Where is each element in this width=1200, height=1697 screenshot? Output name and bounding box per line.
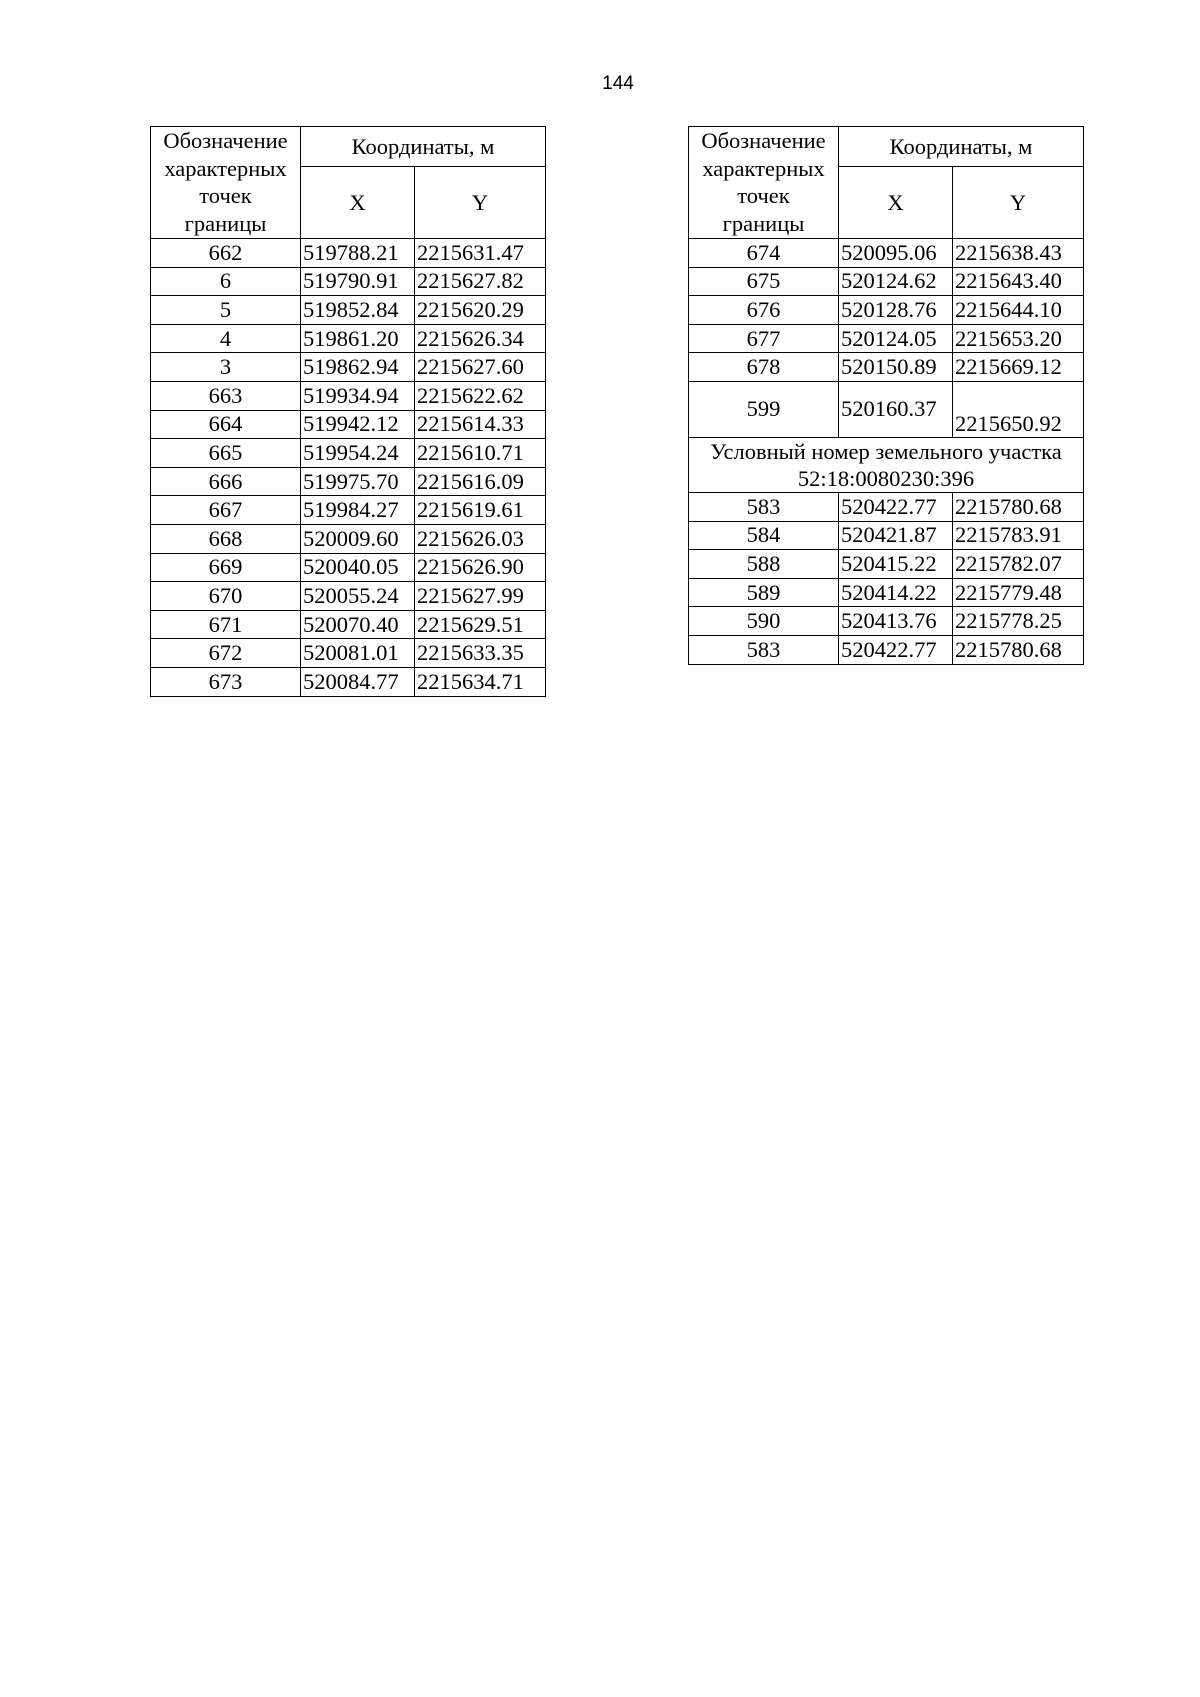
section-row	[689, 437, 1084, 492]
table-row	[689, 578, 1084, 607]
x-cell: 520150.89	[839, 353, 953, 382]
header-coordinates: Координаты, м	[839, 127, 1084, 167]
y-cell: 2215638.43	[953, 239, 1084, 268]
header-designation	[689, 127, 839, 239]
point-cell: 666	[151, 467, 301, 496]
table-row	[689, 607, 1084, 636]
table-row	[151, 553, 546, 582]
table-row	[151, 381, 546, 410]
y-cell: 2215627.60	[415, 353, 546, 382]
y-cell: 2215627.99	[415, 582, 546, 611]
y-cell: 2215633.35	[415, 639, 546, 668]
table-row	[151, 267, 546, 296]
x-cell: 520415.22	[839, 550, 953, 579]
header-designation-line: характерных	[164, 155, 287, 181]
point-cell: 583	[689, 492, 839, 521]
table-row	[151, 524, 546, 553]
point-cell: 667	[151, 496, 301, 525]
table-row	[151, 410, 546, 439]
y-cell: 2215644.10	[953, 296, 1084, 325]
table-row	[151, 667, 546, 696]
y-cell: 2215650.92	[953, 381, 1084, 437]
x-cell: 520055.24	[301, 582, 415, 611]
x-cell: 519942.12	[301, 410, 415, 439]
header-coordinates: Координаты, м	[301, 127, 546, 167]
x-cell: 520084.77	[301, 667, 415, 696]
y-cell: 2215634.71	[415, 667, 546, 696]
x-cell: 520422.77	[839, 635, 953, 664]
right-table-body	[689, 239, 1084, 665]
header-designation	[151, 127, 301, 239]
x-cell: 520009.60	[301, 524, 415, 553]
point-cell: 675	[689, 267, 839, 296]
header-x: X	[839, 167, 953, 239]
y-cell: 2215626.34	[415, 324, 546, 353]
point-cell: 599	[689, 381, 839, 437]
point-cell: 663	[151, 381, 301, 410]
y-cell: 2215610.71	[415, 439, 546, 468]
header-designation-line: точек	[199, 183, 252, 208]
x-cell: 519984.27	[301, 496, 415, 525]
y-cell: 2215669.12	[953, 353, 1084, 382]
x-cell: 520422.77	[839, 492, 953, 521]
x-cell: 520128.76	[839, 296, 953, 325]
header-designation-line: характерных	[702, 155, 825, 181]
page-number: 144	[602, 73, 634, 94]
table-row	[151, 353, 546, 382]
header-designation-line: точек	[737, 183, 790, 208]
x-cell: 520421.87	[839, 521, 953, 550]
y-cell: 2215626.03	[415, 524, 546, 553]
point-cell: 584	[689, 521, 839, 550]
x-cell: 519790.91	[301, 267, 415, 296]
table-row	[151, 639, 546, 668]
point-cell: 583	[689, 635, 839, 664]
table-row	[689, 550, 1084, 579]
y-cell: 2215783.91	[953, 521, 1084, 550]
x-cell: 520124.05	[839, 324, 953, 353]
x-cell: 520040.05	[301, 553, 415, 582]
point-cell: 662	[151, 239, 301, 268]
point-cell: 678	[689, 353, 839, 382]
header-y: Y	[953, 167, 1084, 239]
y-cell: 2215616.09	[415, 467, 546, 496]
y-cell: 2215778.25	[953, 607, 1084, 636]
x-cell: 519934.94	[301, 381, 415, 410]
point-cell: 6	[151, 267, 301, 296]
y-cell: 2215614.33	[415, 410, 546, 439]
x-cell: 519852.84	[301, 296, 415, 325]
x-cell: 519861.20	[301, 324, 415, 353]
y-cell: 2215626.90	[415, 553, 546, 582]
point-cell: 3	[151, 353, 301, 382]
table-row	[689, 521, 1084, 550]
table-row	[689, 296, 1084, 325]
table-row	[689, 267, 1084, 296]
table-row	[151, 467, 546, 496]
header-x: X	[301, 167, 415, 239]
table-row	[151, 582, 546, 611]
point-cell: 670	[151, 582, 301, 611]
point-cell: 677	[689, 324, 839, 353]
x-cell: 519862.94	[301, 353, 415, 382]
x-cell: 519975.70	[301, 467, 415, 496]
table-row	[151, 324, 546, 353]
left-table-body	[151, 239, 546, 697]
table-row	[151, 496, 546, 525]
table-row	[151, 439, 546, 468]
point-cell: 669	[151, 553, 301, 582]
point-cell: 671	[151, 610, 301, 639]
point-cell: 590	[689, 607, 839, 636]
header-designation-line: Обозначение	[163, 128, 288, 153]
x-cell: 520414.22	[839, 578, 953, 607]
table-row	[689, 492, 1084, 521]
point-cell: 589	[689, 578, 839, 607]
y-cell: 2215620.29	[415, 296, 546, 325]
y-cell: 2215653.20	[953, 324, 1084, 353]
y-cell: 2215631.47	[415, 239, 546, 268]
point-cell: 676	[689, 296, 839, 325]
x-cell: 520081.01	[301, 639, 415, 668]
table-row	[689, 353, 1084, 382]
x-cell: 520124.62	[839, 267, 953, 296]
point-cell: 672	[151, 639, 301, 668]
header-y: Y	[415, 167, 546, 239]
x-cell: 520095.06	[839, 239, 953, 268]
table-row	[689, 635, 1084, 664]
header-designation-line: границы	[184, 210, 267, 236]
x-cell: 520070.40	[301, 610, 415, 639]
table-row	[151, 610, 546, 639]
table-row	[151, 296, 546, 325]
x-cell: 520160.37	[839, 381, 953, 437]
y-cell: 2215780.68	[953, 635, 1084, 664]
coordinates-table-right	[688, 126, 1084, 665]
land-plot-number-heading	[689, 437, 1084, 492]
y-cell: 2215622.62	[415, 381, 546, 410]
y-cell: 2215779.48	[953, 578, 1084, 607]
table-row	[689, 239, 1084, 268]
y-cell: 2215782.07	[953, 550, 1084, 579]
x-cell: 520413.76	[839, 607, 953, 636]
y-cell: 2215780.68	[953, 492, 1084, 521]
point-cell: 673	[151, 667, 301, 696]
point-cell: 674	[689, 239, 839, 268]
x-cell: 519954.24	[301, 439, 415, 468]
point-cell: 665	[151, 439, 301, 468]
header-designation-line: границы	[722, 210, 805, 236]
table-row	[689, 381, 1084, 437]
table-row	[151, 239, 546, 268]
y-cell: 2215619.61	[415, 496, 546, 525]
point-cell: 664	[151, 410, 301, 439]
table-row	[689, 324, 1084, 353]
y-cell: 2215629.51	[415, 610, 546, 639]
header-designation-line: Обозначение	[701, 128, 826, 153]
x-cell: 519788.21	[301, 239, 415, 268]
coordinates-table-left	[150, 126, 546, 697]
y-cell: 2215627.82	[415, 267, 546, 296]
point-cell: 4	[151, 324, 301, 353]
point-cell: 588	[689, 550, 839, 579]
land-plot-cadastral-number: 52:18:0080230:396	[797, 465, 975, 491]
point-cell: 668	[151, 524, 301, 553]
y-cell: 2215643.40	[953, 267, 1084, 296]
point-cell: 5	[151, 296, 301, 325]
land-plot-label: Условный номер земельного участка	[710, 438, 1062, 464]
